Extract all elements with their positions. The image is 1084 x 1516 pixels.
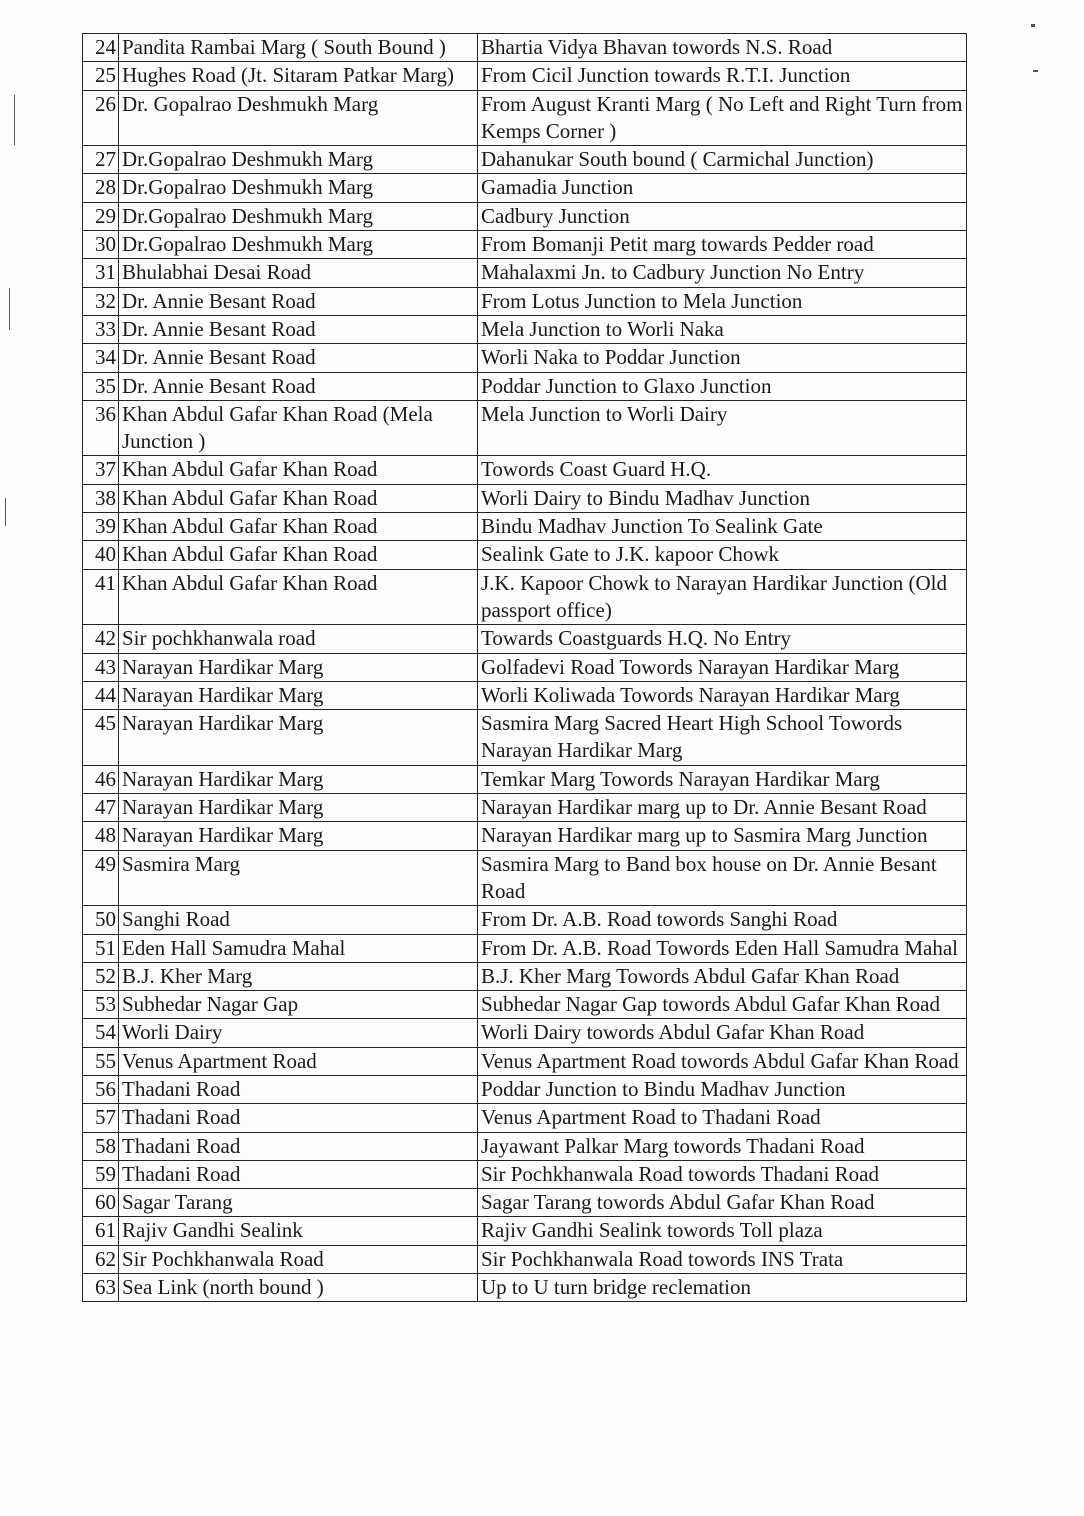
direction-cell: From August Kranti Marg ( No Left and Right Turn from Kemps Corner ) xyxy=(478,90,967,146)
road-name-cell: Narayan Hardikar Marg xyxy=(119,710,478,766)
row-number: 45 xyxy=(83,710,119,766)
road-name-cell: Dr. Annie Besant Road xyxy=(119,344,478,372)
direction-cell: Poddar Junction to Bindu Madhav Junction xyxy=(478,1075,967,1103)
margin-mark xyxy=(5,498,6,526)
row-number: 48 xyxy=(83,822,119,850)
road-name-cell: Khan Abdul Gafar Khan Road xyxy=(119,484,478,512)
direction-cell: Sasmira Marg Sacred Heart High School Towords Narayan Hardikar Marg xyxy=(478,710,967,766)
road-name-cell: Narayan Hardikar Marg xyxy=(119,794,478,822)
road-name-cell: Eden Hall Samudra Mahal xyxy=(119,934,478,962)
row-number: 39 xyxy=(83,513,119,541)
road-name-cell: Sanghi Road xyxy=(119,906,478,934)
table-row xyxy=(83,850,967,906)
road-name-cell: Dr.Gopalrao Deshmukh Marg xyxy=(119,202,478,230)
table-row xyxy=(83,710,967,766)
margin-mark xyxy=(14,95,15,145)
table-row xyxy=(83,287,967,315)
road-name-cell: Sir pochkhanwala road xyxy=(119,625,478,653)
row-number: 24 xyxy=(83,34,119,62)
row-number: 46 xyxy=(83,765,119,793)
direction-cell: Poddar Junction to Glaxo Junction xyxy=(478,372,967,400)
direction-cell: Bindu Madhav Junction To Sealink Gate xyxy=(478,513,967,541)
road-name-cell: Narayan Hardikar Marg xyxy=(119,822,478,850)
row-number: 32 xyxy=(83,287,119,315)
road-name-cell: Khan Abdul Gafar Khan Road xyxy=(119,541,478,569)
margin-mark xyxy=(1033,70,1038,72)
table-row xyxy=(83,62,967,90)
table-row xyxy=(83,1132,967,1160)
row-number: 36 xyxy=(83,400,119,456)
row-number: 33 xyxy=(83,315,119,343)
road-table xyxy=(82,33,967,1302)
road-name-cell: Thadani Road xyxy=(119,1075,478,1103)
direction-cell: Bhartia Vidya Bhavan towords N.S. Road xyxy=(478,34,967,62)
row-number: 56 xyxy=(83,1075,119,1103)
road-name-cell: Narayan Hardikar Marg xyxy=(119,681,478,709)
table-row xyxy=(83,1274,967,1302)
road-name-cell: Dr. Annie Besant Road xyxy=(119,315,478,343)
direction-cell: Narayan Hardikar marg up to Dr. Annie Besant Road xyxy=(478,794,967,822)
table-row xyxy=(83,1047,967,1075)
road-name-cell: Hughes Road (Jt. Sitaram Patkar Marg) xyxy=(119,62,478,90)
road-name-cell: Khan Abdul Gafar Khan Road (Mela Junction ) xyxy=(119,400,478,456)
table-row xyxy=(83,34,967,62)
table-row xyxy=(83,315,967,343)
road-name-cell: Venus Apartment Road xyxy=(119,1047,478,1075)
road-name-cell: Dr.Gopalrao Deshmukh Marg xyxy=(119,146,478,174)
direction-cell: Dahanukar South bound ( Carmichal Junction) xyxy=(478,146,967,174)
direction-cell: From Lotus Junction to Mela Junction xyxy=(478,287,967,315)
table-row xyxy=(83,456,967,484)
row-number: 43 xyxy=(83,653,119,681)
road-name-cell: Worli Dairy xyxy=(119,1019,478,1047)
row-number: 57 xyxy=(83,1104,119,1132)
road-name-cell: Sasmira Marg xyxy=(119,850,478,906)
direction-cell: J.K. Kapoor Chowk to Narayan Hardikar Junction (Old passport office) xyxy=(478,569,967,625)
direction-cell: Up to U turn bridge reclemation xyxy=(478,1274,967,1302)
table-row xyxy=(83,962,967,990)
direction-cell: From Dr. A.B. Road Towords Eden Hall Samudra Mahal xyxy=(478,934,967,962)
row-number: 28 xyxy=(83,174,119,202)
direction-cell: Worli Koliwada Towords Narayan Hardikar Marg xyxy=(478,681,967,709)
table-row xyxy=(83,541,967,569)
row-number: 62 xyxy=(83,1245,119,1273)
margin-mark xyxy=(1031,24,1035,27)
road-name-cell: Thadani Road xyxy=(119,1160,478,1188)
table-row xyxy=(83,653,967,681)
row-number: 42 xyxy=(83,625,119,653)
row-number: 47 xyxy=(83,794,119,822)
road-name-cell: Narayan Hardikar Marg xyxy=(119,653,478,681)
table-row xyxy=(83,822,967,850)
direction-cell: Sir Pochkhanwala Road towords Thadani Road xyxy=(478,1160,967,1188)
road-name-cell: Bhulabhai Desai Road xyxy=(119,259,478,287)
table-row xyxy=(83,906,967,934)
direction-cell: Sagar Tarang towords Abdul Gafar Khan Road xyxy=(478,1189,967,1217)
row-number: 29 xyxy=(83,202,119,230)
road-name-cell: Thadani Road xyxy=(119,1104,478,1132)
direction-cell: From Dr. A.B. Road towords Sanghi Road xyxy=(478,906,967,934)
row-number: 26 xyxy=(83,90,119,146)
direction-cell: Rajiv Gandhi Sealink towords Toll plaza xyxy=(478,1217,967,1245)
row-number: 58 xyxy=(83,1132,119,1160)
row-number: 25 xyxy=(83,62,119,90)
road-name-cell: Pandita Rambai Marg ( South Bound ) xyxy=(119,34,478,62)
direction-cell: Sir Pochkhanwala Road towords INS Trata xyxy=(478,1245,967,1273)
table-row xyxy=(83,1019,967,1047)
table-row xyxy=(83,1189,967,1217)
direction-cell: Subhedar Nagar Gap towords Abdul Gafar Khan Road xyxy=(478,991,967,1019)
table-row xyxy=(83,202,967,230)
table-row xyxy=(83,1245,967,1273)
table-row xyxy=(83,1160,967,1188)
row-number: 31 xyxy=(83,259,119,287)
direction-cell: B.J. Kher Marg Towords Abdul Gafar Khan Road xyxy=(478,962,967,990)
direction-cell: Temkar Marg Towords Narayan Hardikar Marg xyxy=(478,765,967,793)
direction-cell: Venus Apartment Road to Thadani Road xyxy=(478,1104,967,1132)
table-row xyxy=(83,484,967,512)
table-row xyxy=(83,372,967,400)
direction-cell: Golfadevi Road Towords Narayan Hardikar Marg xyxy=(478,653,967,681)
row-number: 53 xyxy=(83,991,119,1019)
road-name-cell: Rajiv Gandhi Sealink xyxy=(119,1217,478,1245)
direction-cell: Sasmira Marg to Band box house on Dr. Annie Besant Road xyxy=(478,850,967,906)
direction-cell: Cadbury Junction xyxy=(478,202,967,230)
row-number: 44 xyxy=(83,681,119,709)
table-row xyxy=(83,1217,967,1245)
table-row xyxy=(83,1075,967,1103)
direction-cell: Venus Apartment Road towords Abdul Gafar Khan Road xyxy=(478,1047,967,1075)
direction-cell: Jayawant Palkar Marg towords Thadani Road xyxy=(478,1132,967,1160)
row-number: 41 xyxy=(83,569,119,625)
table-row xyxy=(83,231,967,259)
table-row xyxy=(83,174,967,202)
table-row xyxy=(83,146,967,174)
direction-cell: Mela Junction to Worli Naka xyxy=(478,315,967,343)
row-number: 63 xyxy=(83,1274,119,1302)
direction-cell: Gamadia Junction xyxy=(478,174,967,202)
road-name-cell: Subhedar Nagar Gap xyxy=(119,991,478,1019)
row-number: 35 xyxy=(83,372,119,400)
table-row xyxy=(83,259,967,287)
row-number: 55 xyxy=(83,1047,119,1075)
row-number: 59 xyxy=(83,1160,119,1188)
road-name-cell: Sea Link (north bound ) xyxy=(119,1274,478,1302)
row-number: 52 xyxy=(83,962,119,990)
direction-cell: Sealink Gate to J.K. kapoor Chowk xyxy=(478,541,967,569)
road-name-cell: Dr.Gopalrao Deshmukh Marg xyxy=(119,174,478,202)
direction-cell: Mahalaxmi Jn. to Cadbury Junction No Entry xyxy=(478,259,967,287)
table-row xyxy=(83,765,967,793)
road-name-cell: Thadani Road xyxy=(119,1132,478,1160)
row-number: 49 xyxy=(83,850,119,906)
direction-cell: Worli Naka to Poddar Junction xyxy=(478,344,967,372)
row-number: 61 xyxy=(83,1217,119,1245)
direction-cell: Mela Junction to Worli Dairy xyxy=(478,400,967,456)
direction-cell: Worli Dairy to Bindu Madhav Junction xyxy=(478,484,967,512)
margin-mark xyxy=(9,288,10,330)
table-row xyxy=(83,344,967,372)
table-row xyxy=(83,569,967,625)
road-name-cell: Khan Abdul Gafar Khan Road xyxy=(119,569,478,625)
road-name-cell: Dr. Annie Besant Road xyxy=(119,372,478,400)
table-row xyxy=(83,794,967,822)
row-number: 40 xyxy=(83,541,119,569)
row-number: 38 xyxy=(83,484,119,512)
road-name-cell: Dr. Annie Besant Road xyxy=(119,287,478,315)
direction-cell: Towards Coastguards H.Q. No Entry xyxy=(478,625,967,653)
table-row xyxy=(83,90,967,146)
row-number: 27 xyxy=(83,146,119,174)
road-name-cell: Dr.Gopalrao Deshmukh Marg xyxy=(119,231,478,259)
row-number: 50 xyxy=(83,906,119,934)
row-number: 30 xyxy=(83,231,119,259)
direction-cell: From Cicil Junction towards R.T.I. Junction xyxy=(478,62,967,90)
road-name-cell: Sir Pochkhanwala Road xyxy=(119,1245,478,1273)
table-row xyxy=(83,934,967,962)
road-name-cell: Khan Abdul Gafar Khan Road xyxy=(119,513,478,541)
table-row xyxy=(83,625,967,653)
row-number: 37 xyxy=(83,456,119,484)
road-name-cell: B.J. Kher Marg xyxy=(119,962,478,990)
table-row xyxy=(83,400,967,456)
table-row xyxy=(83,513,967,541)
road-name-cell: Narayan Hardikar Marg xyxy=(119,765,478,793)
direction-cell: From Bomanji Petit marg towards Pedder road xyxy=(478,231,967,259)
row-number: 54 xyxy=(83,1019,119,1047)
row-number: 34 xyxy=(83,344,119,372)
table-row xyxy=(83,681,967,709)
direction-cell: Narayan Hardikar marg up to Sasmira Marg Junction xyxy=(478,822,967,850)
row-number: 60 xyxy=(83,1189,119,1217)
road-name-cell: Dr. Gopalrao Deshmukh Marg xyxy=(119,90,478,146)
direction-cell: Towords Coast Guard H.Q. xyxy=(478,456,967,484)
direction-cell: Worli Dairy towords Abdul Gafar Khan Road xyxy=(478,1019,967,1047)
table-row xyxy=(83,991,967,1019)
table-body xyxy=(83,34,967,1302)
road-name-cell: Sagar Tarang xyxy=(119,1189,478,1217)
table-row xyxy=(83,1104,967,1132)
row-number: 51 xyxy=(83,934,119,962)
road-name-cell: Khan Abdul Gafar Khan Road xyxy=(119,456,478,484)
